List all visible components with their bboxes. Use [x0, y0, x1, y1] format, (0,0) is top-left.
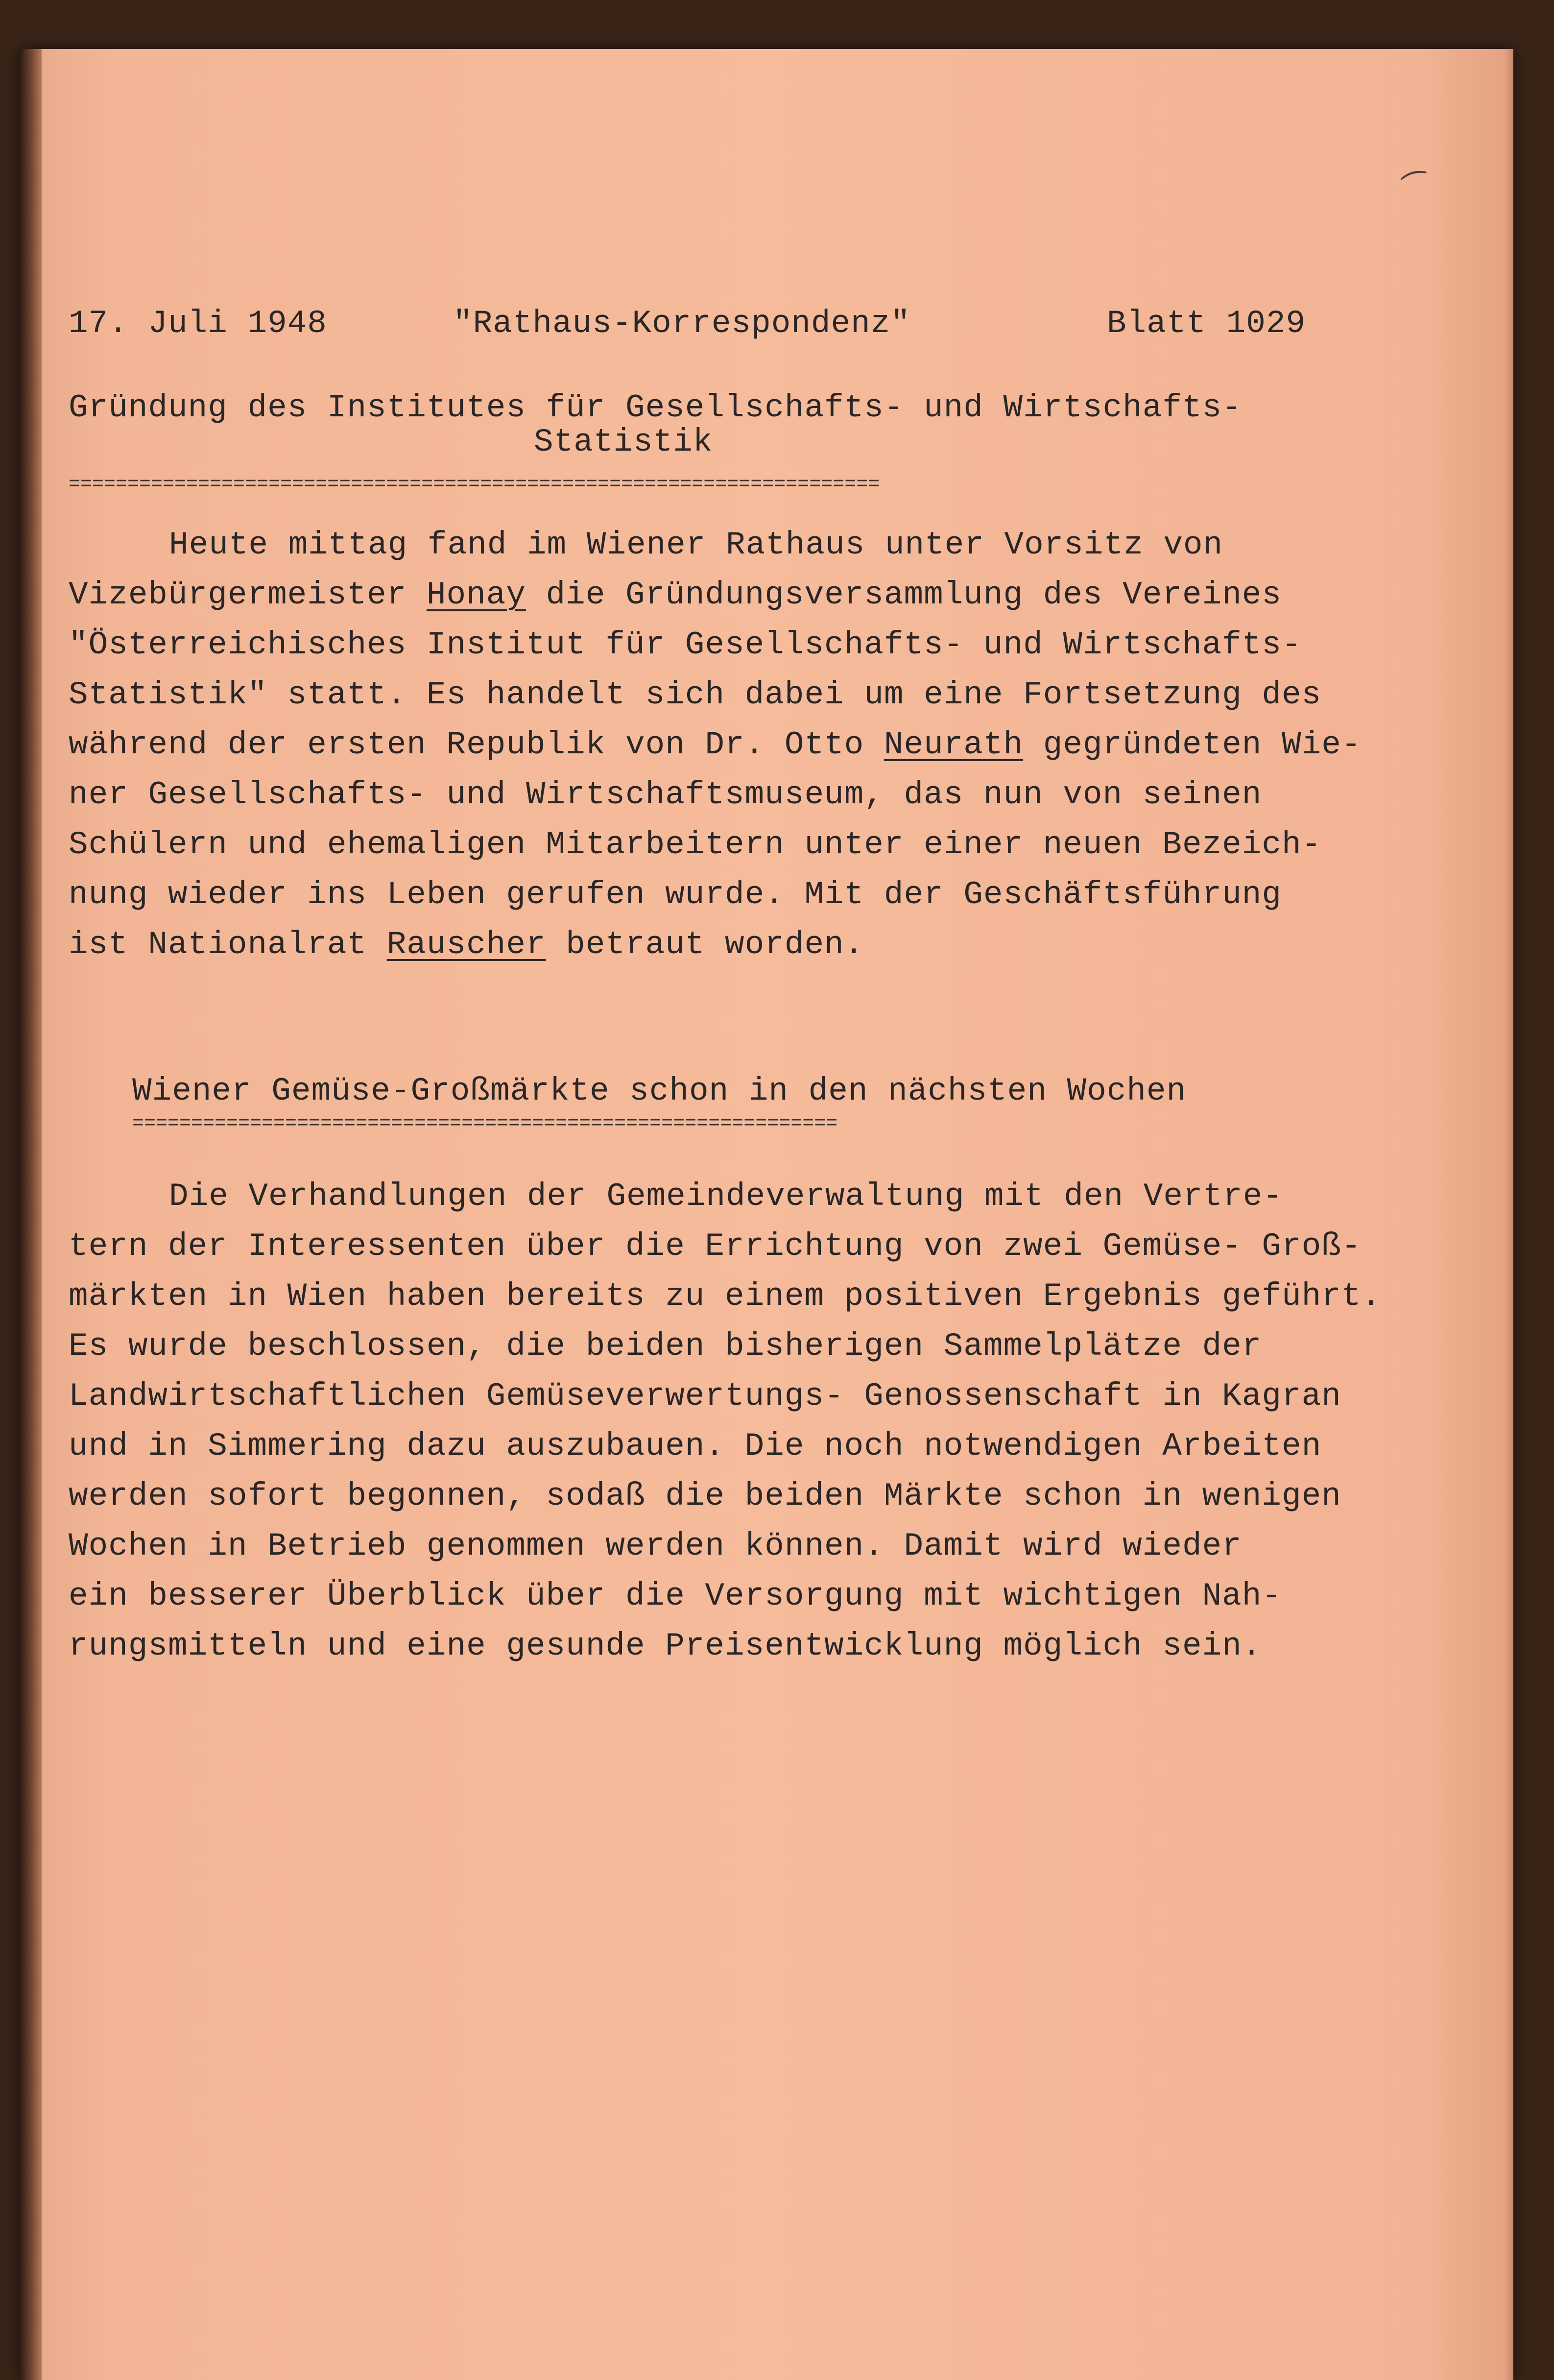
article1-line: Vizebürgermeister Honay die Gründungsversammlung des Vereines: [69, 577, 1282, 613]
article2-line: werden sofort begonnen, sodaß die beiden Märkte schon in wenigen: [69, 1478, 1341, 1515]
name-rauscher: Rauscher: [386, 926, 546, 963]
header-sheet-number: Blatt 1029: [1107, 305, 1306, 342]
article2-line: märkten in Wien haben bereits zu einem positiven Ergebnis geführt.: [69, 1278, 1382, 1315]
article1-line: ist Nationalrat Rauscher betraut worden.: [69, 926, 864, 963]
article2-rule: ============================================================: [132, 1114, 838, 1134]
document-page: [20, 49, 1513, 2380]
name-neurath: Neurath: [884, 726, 1024, 763]
name-honay: Honay: [426, 577, 526, 613]
book-spine: [20, 49, 42, 2380]
pen-mark: ⁀: [1402, 171, 1434, 210]
article1-line: während der ersten Republik von Dr. Otto Neurath gegründeten Wie-: [69, 726, 1362, 763]
article2-line: Wochen in Betrieb genommen werden können. Damit wird wieder: [69, 1528, 1242, 1564]
article1-title-line1: Gründung des Institutes für Gesellschafts- und Wirtschafts-: [69, 389, 1242, 426]
article2-line: tern der Interessenten über die Errichtung von zwei Gemüse- Groß-: [69, 1228, 1362, 1265]
article2-line: und in Simmering dazu auszubauen. Die noch notwendigen Arbeiten: [69, 1428, 1322, 1465]
article2-line: Es wurde beschlossen, die beiden bisherigen Sammelplätze der: [69, 1328, 1262, 1365]
article2-line: Landwirtschaftlichen Gemüseverwertungs- Genossenschaft in Kagran: [69, 1378, 1341, 1415]
article1-line: Statistik" statt. Es handelt sich dabei um eine Fortsetzung des: [69, 676, 1322, 713]
article1-line: ner Gesellschafts- und Wirtschaftsmuseum, das nun von seinen: [69, 776, 1262, 813]
article1-line: Heute mittag fand im Wiener Rathaus unter Vorsitz von: [169, 527, 1223, 563]
article2-title: Wiener Gemüse-Großmärkte schon in den nächsten Wochen: [132, 1073, 1187, 1109]
page-edge: [1504, 49, 1513, 2380]
article1-line: "Österreichisches Institut für Gesellschafts- und Wirtschafts-: [69, 626, 1302, 663]
header-date: 17. Juli 1948: [69, 305, 327, 342]
article1-line: nung wieder ins Leben gerufen wurde. Mit der Geschäftsführung: [69, 876, 1282, 913]
article2-line: ein besserer Überblick über die Versorgung mit wichtigen Nah-: [69, 1578, 1282, 1614]
header-publication: "Rathaus-Korrespondenz": [453, 305, 910, 342]
article2-line: rungsmitteln und eine gesunde Preisentwicklung möglich sein.: [69, 1628, 1262, 1664]
article2-line: Die Verhandlungen der Gemeindeverwaltung mit den Vertre-: [169, 1178, 1283, 1215]
article1-title-line2: Statistik: [534, 424, 713, 460]
article1-line: Schülern und ehemaligen Mitarbeitern unter einer neuen Bezeich-: [69, 826, 1322, 863]
article1-rule: =====================================================================: [69, 475, 880, 495]
